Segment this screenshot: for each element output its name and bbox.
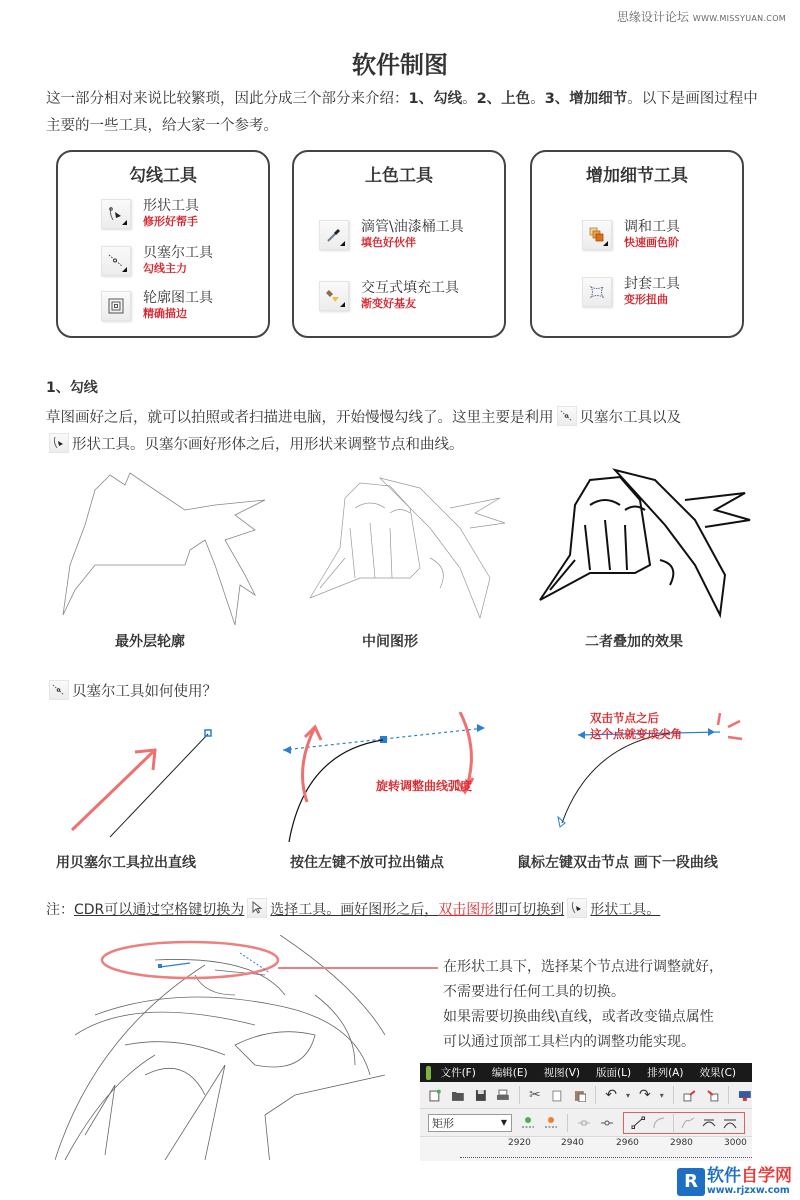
rjzxw-logo (677, 1167, 792, 1196)
tool-shape (101, 198, 199, 229)
print-icon[interactable] (496, 1089, 510, 1102)
object-type-select[interactable] (428, 1114, 512, 1132)
eyedropper-tool-icon (319, 220, 349, 250)
to-curve-icon[interactable] (652, 1116, 666, 1129)
break-curve-icon[interactable] (600, 1116, 614, 1129)
note-text: 形状工具。 (590, 902, 661, 918)
note-text: 即可切换到 (494, 902, 565, 918)
rjzxw-logo-url: www.rjzxw.com (707, 1185, 790, 1196)
tool-desc: 填色好伙伴 (361, 236, 416, 249)
toolbox-title: 上色工具 (365, 166, 433, 186)
menu-layout[interactable]: 版面(L) (596, 1067, 632, 1079)
coreldraw-logo-icon (426, 1066, 431, 1080)
note-text: 选择工具。画好图形之后， (270, 902, 439, 918)
delete-node-icon[interactable] (544, 1116, 558, 1129)
standard-toolbar (420, 1082, 752, 1109)
new-document-icon[interactable] (428, 1089, 442, 1102)
menu-file[interactable]: 文件(F) (440, 1067, 476, 1079)
para-text: 形状工具。贝塞尔画好形体之后，用形状来调整节点和曲线。 (72, 437, 464, 453)
figure-caption: 中间图形 (362, 634, 418, 650)
shape-tool-icon (101, 199, 131, 229)
tool-desc: 精确描边 (143, 307, 187, 320)
side-text-line: 不需要进行任何工具的切换。 (443, 984, 625, 1000)
cusp-node-icon[interactable] (681, 1116, 695, 1129)
bezier-tool-icon (101, 246, 131, 276)
to-line-icon[interactable] (631, 1116, 645, 1129)
step3-note-line: 这个点就变成尖角 (590, 727, 682, 741)
menu-effects[interactable]: 效果(C) (699, 1067, 736, 1079)
symmetrical-node-icon[interactable] (723, 1116, 737, 1129)
menu-edit[interactable]: 编辑(E) (491, 1067, 528, 1079)
side-text-line: 在形状工具下，选择某个节点进行调整就好， (443, 959, 723, 975)
tool-eyedropper (319, 219, 464, 250)
ruler-tick: 3000 (724, 1138, 747, 1148)
tool-desc: 勾线主力 (143, 262, 187, 275)
menu-bar (420, 1063, 752, 1082)
intro-text: 这一部分相对来说比较繁琐，因此分成三个部分来介绍： (46, 91, 409, 107)
intro-paragraph (46, 86, 766, 140)
page-title: 软件制图 (352, 51, 448, 79)
undo-icon[interactable]: ↶ (605, 1087, 618, 1103)
step-caption: 鼠标左键双击节点 画下一段曲线 (517, 855, 718, 871)
toolbox-outline-tools (56, 150, 270, 338)
ruler-tick: 2920 (508, 1138, 531, 1148)
step2-note: 旋转调整曲线弧度 (376, 779, 473, 793)
interactive-fill-tool-icon (319, 281, 349, 311)
figure-caption: 最外层轮廓 (115, 634, 185, 650)
toolbar-separator (567, 1114, 568, 1132)
watermark-url: WWW.MISSYUAN.COM (692, 14, 786, 23)
rjzxw-logo-name (707, 1167, 792, 1185)
section-heading-outline: 1、勾线 (46, 380, 98, 396)
ruler-scale (460, 1153, 752, 1158)
rjzxw-logo-mark-icon: R (677, 1168, 705, 1196)
tool-desc: 修形好帮手 (143, 215, 198, 228)
para-text: 贝塞尔工具以及 (579, 410, 681, 426)
menu-view[interactable]: 视图(V) (543, 1067, 581, 1079)
howto-heading-text: 贝塞尔工具如何使用？ (72, 684, 217, 700)
para-text: 草图画好之后，就可以拍照或者扫描进电脑，开始慢慢勾线了。这里主要是利用 (46, 410, 554, 426)
intro-step-2: 2、上色 (476, 91, 531, 107)
toolbar-separator (673, 1086, 674, 1104)
tool-name: 贝塞尔工具 (143, 245, 213, 261)
menu-arrange[interactable]: 排列(A) (647, 1067, 684, 1079)
cut-icon[interactable]: ✂ (529, 1087, 541, 1103)
application-launcher-icon[interactable] (738, 1089, 752, 1102)
step-caption: 用贝塞尔工具拉出直线 (56, 855, 196, 871)
toolbox-detail-tools (530, 150, 744, 338)
chevron-down-icon: ▼ (500, 1118, 508, 1127)
intro-sep: 。 (530, 91, 545, 107)
tool-desc: 渐变好基友 (361, 297, 416, 310)
open-folder-icon[interactable] (451, 1089, 465, 1102)
side-explanation (443, 955, 783, 1055)
callout-line (278, 967, 438, 969)
redo-icon[interactable]: ↷ (639, 1087, 651, 1103)
contour-tool-icon (101, 291, 131, 321)
blend-tool-icon (582, 220, 612, 250)
ruler-tick: 2940 (561, 1138, 584, 1148)
ruler-tick: 2980 (670, 1138, 693, 1148)
toolbar-separator (728, 1086, 729, 1104)
logo-name-red: 自学网 (741, 1166, 792, 1186)
section1-paragraph (46, 405, 766, 459)
tool-blend (582, 219, 680, 250)
step3-note (590, 710, 682, 742)
eagle-middle-figure (300, 468, 510, 628)
shape-tool-icon (567, 898, 587, 918)
tool-name: 轮廓图工具 (143, 290, 213, 306)
note-highlight: 双击图形 (438, 902, 495, 918)
bezier-tool-icon (557, 406, 577, 426)
intro-step-1: 1、勾线 (408, 91, 463, 107)
coreldraw-toolbar-screenshot (420, 1063, 752, 1161)
tool-name: 交互式填充工具 (361, 280, 459, 296)
tool-name: 形状工具 (143, 198, 199, 214)
tool-contour (101, 290, 213, 321)
step3-note-line: 双击节点之后 (590, 711, 659, 725)
intro-sep: 。 (462, 91, 477, 107)
undo-dropdown-icon[interactable]: ▾ (626, 1090, 631, 1100)
add-node-icon[interactable] (521, 1116, 535, 1129)
property-bar (420, 1109, 752, 1137)
paste-icon[interactable] (573, 1089, 587, 1102)
join-nodes-icon[interactable] (577, 1116, 591, 1129)
export-icon[interactable] (706, 1089, 720, 1102)
bezier-howto-heading (46, 680, 217, 701)
note-prefix: 注： (46, 902, 74, 918)
redo-dropdown-icon[interactable]: ▾ (659, 1090, 664, 1100)
site-watermark (617, 8, 786, 25)
tool-name: 调和工具 (624, 219, 680, 235)
tool-desc: 变形扭曲 (624, 293, 668, 306)
tool-envelope (582, 276, 680, 307)
note-text: CDR可以通过空格键切换为 (74, 902, 245, 918)
toolbox-title: 勾线工具 (129, 166, 197, 186)
eagle-outline-figure (55, 465, 285, 625)
step-caption: 按住左键不放可拉出锚点 (290, 855, 444, 871)
toolbox-coloring-tools (292, 150, 506, 338)
intro-text-end: 。以下是画图过程中主要的一些工具，给大家一个参考。 (46, 91, 758, 134)
tip-note (46, 898, 660, 919)
bezier-tool-icon (49, 680, 69, 700)
tool-name: 封套工具 (624, 276, 680, 292)
ruler-tick: 2960 (616, 1138, 639, 1148)
smooth-node-icon[interactable] (702, 1116, 716, 1129)
tool-bezier (101, 245, 213, 276)
tool-interactive-fill (319, 280, 459, 311)
horizontal-ruler (420, 1137, 752, 1161)
tool-desc: 快速画色阶 (624, 236, 679, 249)
eagle-combined-figure (535, 465, 755, 625)
shape-tool-icon (49, 433, 69, 453)
toolbar-separator (595, 1086, 596, 1104)
watermark-site-name: 思缘设计论坛 (616, 10, 689, 24)
save-icon[interactable] (474, 1089, 488, 1102)
object-type-value: 矩形 (432, 1116, 454, 1130)
toolbar-separator (673, 1114, 674, 1132)
copy-icon[interactable] (550, 1089, 564, 1102)
figure-caption: 二者叠加的效果 (585, 634, 683, 650)
pick-tool-icon (247, 898, 267, 918)
node-type-controls-highlight (623, 1112, 745, 1134)
import-icon[interactable] (683, 1089, 697, 1102)
step1-diagram (60, 722, 230, 842)
toolbar-separator (519, 1086, 520, 1104)
side-text-line: 如果需要切换曲线\直线，或者改变锚点属性 (443, 1009, 714, 1025)
side-text-line: 可以通过顶部工具栏内的调整功能实现。 (443, 1034, 695, 1050)
toolbox-title: 增加细节工具 (586, 166, 688, 186)
tool-name: 滴管\油漆桶工具 (361, 219, 464, 235)
envelope-tool-icon (582, 277, 612, 307)
logo-name-blue: 软件 (707, 1166, 741, 1186)
intro-step-3: 3、增加细节 (544, 91, 628, 107)
